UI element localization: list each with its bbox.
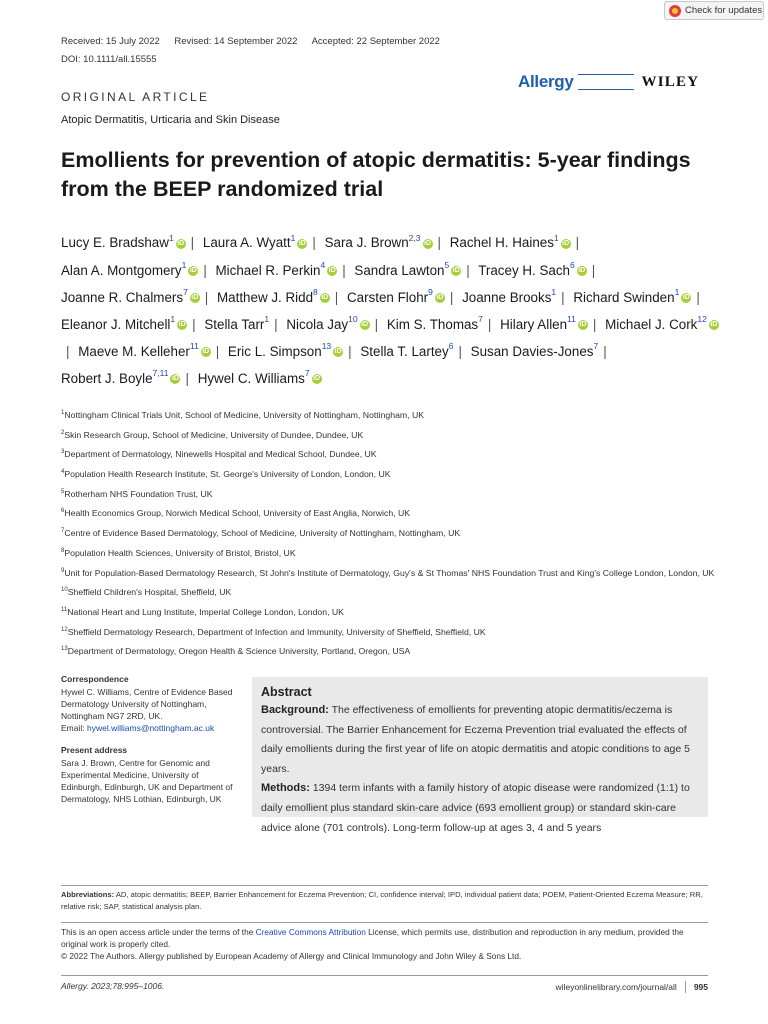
affiliation-number: 12 (61, 626, 68, 633)
author-separator: | (466, 262, 470, 278)
affiliation (61, 622, 721, 642)
orcid-icon[interactable]: iD (579, 321, 587, 329)
author-affiliation-number: 11 (189, 341, 199, 352)
author[interactable] (61, 287, 200, 305)
author[interactable] (203, 235, 307, 250)
affiliation-number: 3 (61, 449, 65, 456)
author-affiliation-number: 1 (551, 287, 557, 298)
author[interactable] (227, 341, 343, 359)
affiliation-number: 7 (61, 528, 65, 535)
orcid-icon[interactable]: iD (562, 239, 570, 247)
author-separator: | (458, 343, 462, 359)
affiliation (61, 464, 721, 484)
author[interactable] (61, 368, 180, 386)
affiliation (61, 444, 721, 464)
affiliation-number: 10 (61, 587, 68, 594)
author-name: Richard Swinden (573, 289, 675, 305)
author-name: Joanne R. Chalmers (61, 289, 184, 305)
abbreviations-label: Abbreviations: (61, 890, 115, 899)
author-affiliation-number: 7 (593, 341, 599, 352)
affiliation-number: 9 (61, 567, 65, 574)
author-name: Rachel H. Haines (449, 235, 554, 251)
affiliations-list (61, 405, 721, 661)
author-separator: | (204, 289, 209, 305)
author-separator: | (203, 262, 207, 278)
author-name: Sandra Lawton (354, 262, 445, 278)
orcid-icon[interactable]: iD (177, 239, 185, 247)
author[interactable] (286, 314, 369, 332)
author-affiliation-number: 1 (553, 233, 559, 243)
author-name: Hywel C. Williams (197, 370, 305, 386)
page-number: 995 (693, 982, 708, 992)
email-link[interactable]: hywel.williams@nottingham.ac.uk (86, 723, 215, 733)
crossmark-icon (669, 5, 681, 17)
copyright-text: © 2022 The Authors. Allergy published by European Academy of Allergy and Clinical Immunology and John Wiley & Sons Ltd. (61, 951, 522, 961)
author-affiliation-number: 1 (674, 287, 680, 298)
orcid-icon[interactable]: iD (189, 266, 197, 274)
affiliation-number: 8 (61, 547, 65, 554)
affiliation (61, 503, 721, 523)
abstract-methods (261, 779, 700, 838)
author-affiliation-number: 9 (428, 287, 433, 298)
author-separator: | (374, 316, 379, 332)
author-separator: | (487, 316, 492, 332)
divider (61, 922, 708, 923)
author-affiliation-number: 2,3 (408, 233, 421, 243)
author-affiliation-number: 6 (448, 341, 454, 352)
author-name: Alan A. Montgomery (61, 262, 182, 278)
author-separator: | (591, 262, 596, 278)
author-name: Carsten Flohr (346, 289, 429, 305)
author[interactable] (61, 260, 198, 278)
author-separator: | (696, 289, 700, 305)
affiliation (61, 484, 721, 504)
author[interactable] (61, 235, 186, 250)
author-affiliation-number: 1 (290, 233, 296, 243)
affiliation-text: Department of Dermatology, Oregon Health & Science University, Portland, Oregon, USA (67, 646, 411, 657)
affiliation-text: Sheffield Dermatology Research, Department of Infection and Immunity, University of Sheffield, Sheffield, UK (67, 626, 486, 637)
affiliation-number: 2 (61, 429, 65, 436)
author-affiliation-number: 1 (170, 314, 176, 325)
affiliation-text: Rotherham NHS Foundation Trust, UK (64, 488, 213, 499)
author-separator: | (449, 289, 454, 305)
author-affiliation-number: 7 (478, 314, 483, 325)
affiliation (61, 543, 721, 563)
orcid-icon[interactable]: iD (452, 266, 460, 274)
author[interactable] (204, 314, 270, 332)
affiliation-text: Department of Dermatology, Ninewells Hospital and Medical School, Dundee, UK (64, 449, 377, 460)
received-date: Received: 15 July 2022 (61, 36, 160, 47)
author[interactable] (478, 260, 587, 278)
abbreviations (61, 889, 711, 913)
author[interactable] (325, 235, 433, 250)
author-separator: | (342, 262, 346, 278)
citation: Allergy. 2023;78:995–1006. (61, 981, 165, 991)
author[interactable] (360, 341, 454, 359)
background-text: The effectiveness of emollients for preventing atopic dermatitis/eczema is controversial. The Barrier Enhancement for Eczema Prevention trial evaluated the effects of daily emollients during the first year of life on atopic dermatitis and atopic conditions to age 5 years. (261, 704, 690, 775)
author-affiliation-number: 11 (567, 314, 576, 325)
author-separator: | (185, 370, 189, 386)
affiliation (61, 641, 721, 661)
author[interactable] (470, 341, 599, 359)
author-affiliation-number: 13 (321, 341, 332, 352)
affiliation-number: 1 (61, 410, 65, 416)
affiliation-text: Unit for Population-Based Dermatology Research, St John's Institute of Dermatology, Guy's & St Thomas' NHS Foundation Trust and King's College London, London, UK (64, 567, 715, 578)
allergy-logo-text: Allergy (518, 72, 574, 91)
affiliation-text: Population Health Sciences, University of Bristol, Bristol, UK (64, 547, 296, 558)
author-separator: | (274, 316, 278, 332)
author[interactable] (500, 314, 588, 332)
orcid-icon[interactable]: iD (178, 321, 186, 329)
author-separator: | (66, 343, 70, 359)
orcid-icon[interactable]: iD (361, 321, 369, 329)
author-separator: | (190, 235, 195, 251)
abbreviations-text: AD, atopic dermatitis; BEEP, Barrier Enhancement for Eczema Prevention; CI, confidence interval; IPD, individual patient data; POEM, Patient-Oriented Eczema Measure; RR, relative risk; SAP, statistical analysis plan. (61, 890, 703, 911)
affiliation-number: 4 (61, 469, 65, 476)
check-for-updates-button[interactable] (664, 1, 764, 20)
affiliation-text: Skin Research Group, School of Medicine, University of Dundee, Dundee, UK (64, 429, 364, 440)
affiliation-text: Health Economics Group, Norwich Medical School, University of East Anglia, Norwich, UK (64, 508, 411, 519)
footer-right (556, 981, 708, 993)
affiliation-text: Sheffield Children's Hospital, Sheffield, UK (67, 587, 232, 598)
author-affiliation-number: 12 (697, 314, 707, 325)
author-affiliation-number: 7,11 (152, 368, 169, 379)
article-type: ORIGINAL ARTICLE (61, 90, 210, 104)
author-affiliation-number: 8 (313, 287, 318, 298)
author-affiliation-number: 6 (570, 260, 575, 271)
author-name: Michael R. Perkin (215, 262, 321, 278)
author-affiliation-number: 1 (168, 233, 174, 243)
author-separator: | (561, 289, 565, 305)
orcid-icon[interactable]: iD (682, 294, 690, 302)
orcid-icon[interactable]: iD (710, 321, 718, 329)
correspondence-text: Hywel C. Williams, Centre of Evidence Based Dermatology University of Nottingham, Nottingham NG7 2RD, UK. (61, 687, 233, 721)
author-separator: | (312, 235, 316, 251)
orcid-icon[interactable]: iD (424, 239, 431, 247)
author-separator: | (192, 316, 196, 332)
author[interactable] (354, 260, 461, 278)
author[interactable] (462, 287, 557, 305)
journal-url[interactable]: wileyonlinelibrary.com/journal/all (555, 982, 677, 992)
author-separator: | (592, 316, 597, 332)
present-address-heading: Present address (61, 745, 128, 755)
author-name: Michael J. Cork (605, 316, 698, 332)
author-name: Susan Davies-Jones (470, 343, 594, 359)
author-name: Eric L. Simpson (227, 343, 322, 359)
orcid-icon[interactable]: iD (298, 239, 306, 247)
author[interactable] (215, 260, 338, 278)
correspondence-email-line (61, 722, 241, 734)
affiliation (61, 602, 721, 622)
eaaci-logo-icon (578, 74, 634, 90)
license-text: This is an open access article under the terms of the Creative Commons Attribution License, which permits use, distribution and reproduction in any medium, provided the original work is properly cited. (61, 927, 684, 949)
present-address-text: Sara J. Brown, Centre for Genomic and Experimental Medicine, University of Edinburgh, Edinburgh, UK and Department of Dermatology, NHS Lothian, Edinburgh, UK (61, 758, 233, 804)
author-affiliation-number: 7 (304, 368, 310, 379)
affiliation-text: Centre of Evidence Based Dermatology, School of Medicine, University of Nottingham, Nottingham, UK (64, 528, 461, 539)
orcid-icon[interactable]: iD (191, 294, 199, 302)
journal-logo (518, 72, 699, 92)
abstract-box (252, 677, 708, 834)
divider (685, 981, 686, 993)
doi[interactable]: DOI: 10.1111/all.15555 (61, 54, 157, 65)
correspondence-heading: Correspondence (61, 674, 129, 684)
affiliation-text: Nottingham Clinical Trials Unit, School of Medicine, University of Nottingham, Nottingham, UK (64, 409, 425, 420)
affiliation (61, 405, 721, 425)
author-affiliation-number: 1 (181, 260, 187, 271)
author-separator: | (575, 235, 580, 251)
accepted-date: Accepted: 22 September 2022 (311, 36, 440, 47)
author-name: Stella T. Lartey (360, 343, 449, 359)
author[interactable] (61, 314, 187, 332)
author[interactable] (217, 287, 330, 305)
revised-date: Revised: 14 September 2022 (174, 36, 298, 47)
author-list (61, 228, 721, 390)
author-name: Hilary Allen (500, 316, 568, 332)
divider (61, 885, 708, 886)
abstract-background (261, 701, 700, 779)
background-label: Background: (261, 704, 329, 716)
orcid-icon[interactable]: iD (313, 375, 321, 383)
author-separator: | (348, 343, 352, 359)
affiliation (61, 425, 721, 445)
author-name: Lucy E. Bradshaw (61, 235, 169, 251)
methods-text: 1394 term infants with a family history of atopic disease were randomized (1:1) to daily emollient plus standard skin-care advice (693 emollient group) or standard skin-care advice alone (701 controls). Long-term follow-up at ages 3, 4 and 5 years (261, 782, 690, 834)
author-name: Stella Tarr (204, 316, 265, 332)
affiliation-number: 5 (61, 488, 65, 495)
author-name: Joanne Brooks (462, 289, 552, 305)
article-title: Emollients for prevention of atopic dermatitis: 5-year findings from the BEEP randomized trial (61, 148, 691, 201)
author[interactable] (197, 368, 322, 386)
author-name: Maeve M. Kelleher (78, 343, 190, 359)
author-name: Eleanor J. Mitchell (61, 316, 171, 332)
affiliation (61, 582, 721, 602)
author-name: Robert J. Boyle (61, 370, 153, 386)
orcid-icon[interactable]: iD (202, 348, 210, 356)
orcid-icon[interactable]: iD (328, 266, 336, 274)
article-dates (61, 36, 452, 47)
email-label: Email: (61, 723, 87, 733)
journal-section: Atopic Dermatitis, Urticaria and Skin Disease (61, 114, 280, 126)
author-name: Kim S. Thomas (386, 316, 479, 332)
author-name: Laura A. Wyatt (202, 235, 291, 251)
author-name: Matthew J. Ridd (217, 289, 314, 305)
orcid-icon[interactable]: iD (334, 348, 342, 356)
correspondence-sidebar (61, 673, 241, 815)
license-notice (61, 926, 711, 962)
abstract-heading: Abstract (261, 685, 312, 699)
creative-commons-link[interactable]: Creative Commons Attribution (255, 927, 366, 937)
affiliation-number: 13 (61, 646, 68, 653)
affiliation (61, 523, 721, 543)
author-affiliation-number: 10 (348, 314, 358, 325)
author[interactable] (450, 235, 571, 250)
author-name: Sara J. Brown (324, 235, 409, 251)
check-for-updates-label: Check for updates (685, 5, 763, 16)
author-separator: | (603, 343, 607, 359)
wiley-logo-text: WILEY (641, 73, 700, 90)
author[interactable] (78, 341, 210, 359)
affiliation-number: 6 (61, 508, 65, 515)
affiliation-text: Population Health Research Institute, St. George's University of London, London, UK (64, 468, 391, 479)
affiliation-number: 11 (61, 606, 68, 613)
author[interactable] (386, 314, 483, 332)
orcid-icon[interactable]: iD (321, 294, 329, 302)
author-separator: | (437, 235, 441, 251)
affiliation-text: National Heart and Lung Institute, Imperial College London, London, UK (67, 606, 344, 617)
divider (61, 975, 708, 976)
orcid-icon[interactable]: iD (436, 294, 444, 302)
author-name: Tracey H. Sach (478, 262, 570, 278)
author-affiliation-number: 1 (264, 314, 270, 325)
author-affiliation-number: 7 (183, 287, 188, 298)
affiliation (61, 563, 721, 583)
author-name: Nicola Jay (286, 316, 349, 332)
orcid-icon[interactable]: iD (171, 375, 179, 383)
author-affiliation-number: 4 (320, 260, 326, 271)
author[interactable] (605, 314, 719, 332)
author-separator: | (215, 343, 220, 359)
orcid-icon[interactable]: iD (578, 266, 586, 274)
author-separator: | (334, 289, 339, 305)
author[interactable] (346, 287, 445, 305)
author[interactable] (573, 287, 691, 305)
author-affiliation-number: 5 (444, 260, 450, 271)
methods-label: Methods: (261, 782, 310, 795)
